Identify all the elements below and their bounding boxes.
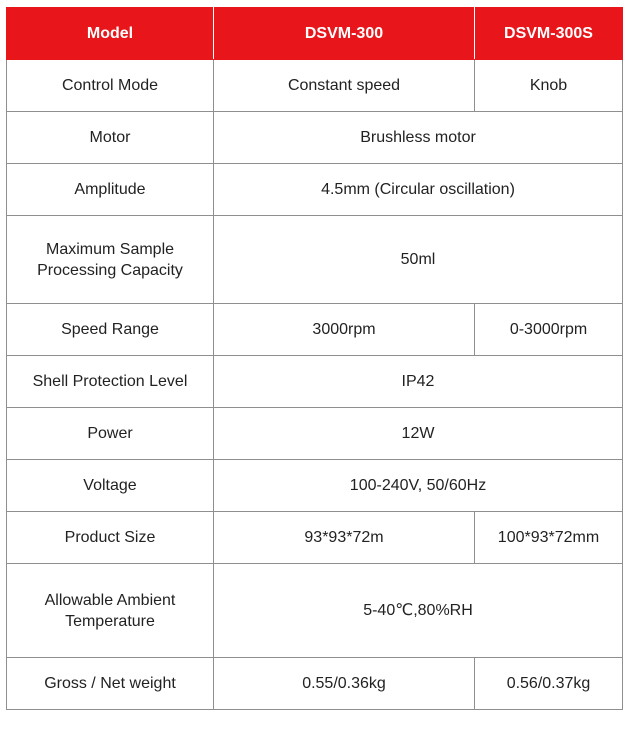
table-row-capacity	[7, 216, 623, 304]
cell-dsvm-300: 0.55/0.36kg	[214, 658, 475, 710]
table-row-voltage	[7, 460, 623, 512]
table-row-control-mode	[7, 60, 623, 112]
row-label	[7, 216, 214, 304]
cell-shared: 50ml	[214, 216, 623, 304]
cell-shared: 100-240V, 50/60Hz	[214, 460, 623, 512]
table-row-power	[7, 408, 623, 460]
row-label: Motor	[7, 112, 214, 164]
cell-shared: Brushless motor	[214, 112, 623, 164]
cell-shared: 4.5mm (Circular oscillation)	[214, 164, 623, 216]
table-row-temperature	[7, 564, 623, 658]
row-label-line1: Allowable Ambient	[44, 591, 176, 609]
table-row-amplitude	[7, 164, 623, 216]
row-label: Voltage	[7, 460, 214, 512]
row-label: Shell Protection Level	[7, 356, 214, 408]
row-label: Amplitude	[7, 164, 214, 216]
row-label: Speed Range	[7, 304, 214, 356]
cell-dsvm-300: 3000rpm	[214, 304, 475, 356]
row-label	[7, 564, 214, 658]
table-header-row	[7, 8, 623, 60]
table-row-motor	[7, 112, 623, 164]
row-label-line2: Temperature	[65, 612, 155, 630]
cell-shared: IP42	[214, 356, 623, 408]
cell-shared: 12W	[214, 408, 623, 460]
cell-shared: 5-40℃,80%RH	[214, 564, 623, 658]
cell-dsvm-300s: 100*93*72mm	[475, 512, 623, 564]
header-dsvm-300: DSVM-300	[214, 8, 475, 60]
row-label-line1: Maximum Sample	[45, 240, 175, 258]
header-model: Model	[7, 8, 214, 60]
cell-dsvm-300s: Knob	[475, 60, 623, 112]
cell-dsvm-300s: 0.56/0.37kg	[475, 658, 623, 710]
table-row-protection	[7, 356, 623, 408]
table-row-weight	[7, 658, 623, 710]
row-label-line2: Processing Capacity	[37, 261, 183, 279]
table-row-speed-range	[7, 304, 623, 356]
row-label: Control Mode	[7, 60, 214, 112]
row-label: Gross / Net weight	[7, 658, 214, 710]
spec-table	[6, 7, 623, 710]
table-row-product-size	[7, 512, 623, 564]
cell-dsvm-300: 93*93*72m	[214, 512, 475, 564]
cell-dsvm-300s: 0-3000rpm	[475, 304, 623, 356]
row-label: Product Size	[7, 512, 214, 564]
row-label: Power	[7, 408, 214, 460]
cell-dsvm-300: Constant speed	[214, 60, 475, 112]
header-dsvm-300s: DSVM-300S	[475, 8, 623, 60]
